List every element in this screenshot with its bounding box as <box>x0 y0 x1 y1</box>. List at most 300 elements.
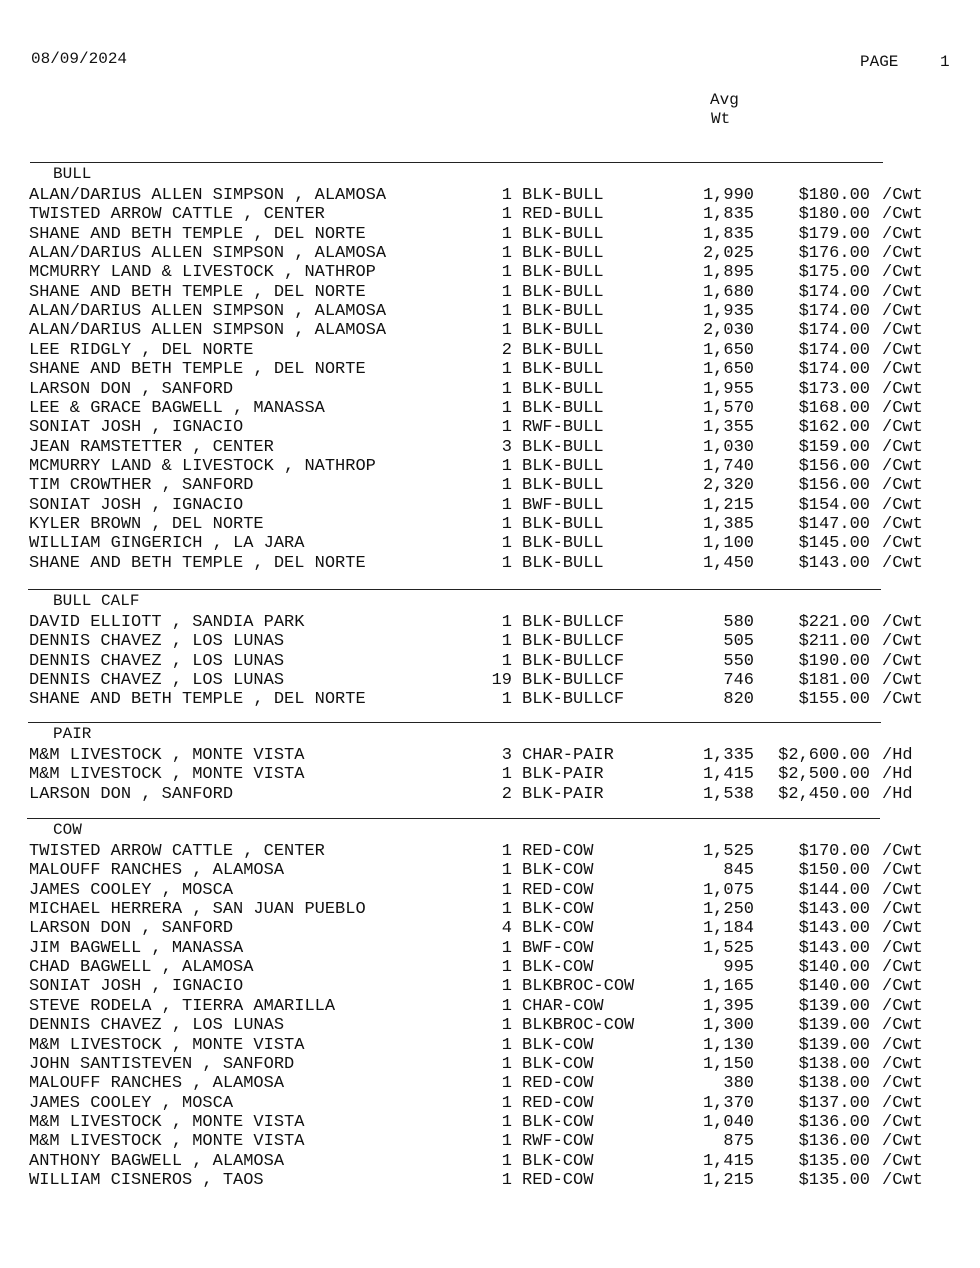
sale-price: $145.00 <box>798 534 870 554</box>
lot-description: BLK-PAIR <box>522 784 604 804</box>
average-weight: 1,184 <box>702 919 754 939</box>
seller-name: ALAN/DARIUS ALLEN SIMPSON , ALAMOSA <box>29 321 387 341</box>
price-unit: /Cwt <box>882 938 923 958</box>
column-header-wt: Wt <box>711 110 731 128</box>
seller-name: DENNIS CHAVEZ , LOS LUNAS <box>29 671 285 691</box>
head-count: 1 <box>501 1170 512 1190</box>
lot-description: BWF-COW <box>522 938 594 958</box>
lot-description: RWF-COW <box>522 1132 594 1152</box>
table-row <box>0 438 980 457</box>
price-unit: /Hd <box>882 746 913 765</box>
lot-description: CHAR-COW <box>522 996 604 1016</box>
price-unit: /Cwt <box>882 996 923 1016</box>
average-weight: 1,030 <box>702 437 754 457</box>
average-weight: 1,415 <box>702 765 754 785</box>
table-row <box>0 321 980 340</box>
average-weight: 845 <box>723 861 754 881</box>
average-weight: 1,215 <box>702 495 754 515</box>
seller-name: MCMURRY LAND & LIVESTOCK , NATHROP <box>29 456 376 476</box>
head-count: 1 <box>501 651 512 671</box>
sale-price: $143.00 <box>798 919 870 939</box>
average-weight: 1,450 <box>702 553 754 573</box>
sale-price: $2,450.00 <box>778 784 870 804</box>
lot-description: BLK-BULL <box>522 244 604 264</box>
table-row <box>0 1016 980 1035</box>
sale-price: $173.00 <box>798 379 870 399</box>
sale-price: $159.00 <box>798 437 870 457</box>
report-date: 08/09/2024 <box>31 50 128 68</box>
price-unit: /Cwt <box>882 224 923 244</box>
lot-description: BLK-COW <box>522 1054 594 1074</box>
lot-description: BLK-COW <box>522 1035 594 1055</box>
table-row <box>0 360 980 379</box>
table-row <box>0 632 980 651</box>
head-count: 1 <box>501 360 512 380</box>
average-weight: 1,355 <box>702 418 754 438</box>
table-row <box>0 496 980 515</box>
average-weight: 1,370 <box>702 1093 754 1113</box>
price-unit: /Cwt <box>882 1054 923 1074</box>
seller-name: LARSON DON , SANFORD <box>29 379 234 399</box>
lot-description: BLK-BULL <box>522 514 604 534</box>
sale-price: $190.00 <box>798 651 870 671</box>
price-unit: /Cwt <box>882 244 923 264</box>
average-weight: 1,250 <box>702 900 754 920</box>
lot-description: BLK-BULL <box>522 321 604 341</box>
sale-price: $2,600.00 <box>778 746 870 765</box>
seller-name: MALOUFF RANCHES , ALAMOSA <box>29 861 285 881</box>
seller-name: M&M LIVESTOCK , MONTE VISTA <box>29 1035 305 1055</box>
lot-description: RED-COW <box>522 880 594 900</box>
table-row <box>0 861 980 880</box>
price-unit: /Cwt <box>882 1074 923 1094</box>
average-weight: 1,650 <box>702 360 754 380</box>
head-count: 1 <box>501 861 512 881</box>
head-count: 1 <box>501 690 512 710</box>
average-weight: 1,525 <box>702 842 754 861</box>
lot-description: BLK-BULL <box>522 553 604 573</box>
head-count: 1 <box>501 765 512 785</box>
sale-price: $147.00 <box>798 514 870 534</box>
average-weight: 1,385 <box>702 514 754 534</box>
lot-description: BLK-BULL <box>522 224 604 244</box>
seller-name: LEE & GRACE BAGWELL , MANASSA <box>29 398 325 418</box>
average-weight: 1,570 <box>702 398 754 418</box>
average-weight: 505 <box>723 632 754 652</box>
head-count: 1 <box>501 379 512 399</box>
average-weight: 1,165 <box>702 977 754 997</box>
lot-description: BLK-BULLCF <box>522 613 625 632</box>
seller-name: SHANE AND BETH TEMPLE , DEL NORTE <box>29 224 366 244</box>
head-count: 1 <box>501 613 512 632</box>
seller-name: SHANE AND BETH TEMPLE , DEL NORTE <box>29 282 366 302</box>
lot-description: BLK-BULL <box>522 263 604 283</box>
price-unit: /Cwt <box>882 321 923 341</box>
head-count: 19 <box>491 671 512 691</box>
average-weight: 1,075 <box>702 880 754 900</box>
seller-name: M&M LIVESTOCK , MONTE VISTA <box>29 1132 305 1152</box>
price-unit: /Cwt <box>882 1093 923 1113</box>
table-row <box>0 534 980 553</box>
sale-price: $150.00 <box>798 861 870 881</box>
head-count: 1 <box>501 495 512 515</box>
sale-price: $139.00 <box>798 1016 870 1036</box>
sale-price: $179.00 <box>798 224 870 244</box>
table-row <box>0 186 980 205</box>
category-heading: BULL CALF <box>53 592 140 610</box>
sale-price: $221.00 <box>798 613 870 632</box>
sale-price: $180.00 <box>798 186 870 205</box>
table-row <box>0 554 980 573</box>
price-unit: /Cwt <box>882 418 923 438</box>
sale-price: $139.00 <box>798 996 870 1016</box>
price-unit: /Cwt <box>882 900 923 920</box>
seller-name: DENNIS CHAVEZ , LOS LUNAS <box>29 1016 285 1036</box>
table-row <box>0 881 980 900</box>
lot-description: BLK-COW <box>522 861 594 881</box>
table-row <box>0 1132 980 1151</box>
seller-name: MCMURRY LAND & LIVESTOCK , NATHROP <box>29 263 376 283</box>
price-unit: /Cwt <box>882 379 923 399</box>
head-count: 1 <box>501 1035 512 1055</box>
lot-description: RWF-BULL <box>522 418 604 438</box>
price-unit: /Cwt <box>882 398 923 418</box>
table-row <box>0 1171 980 1190</box>
lot-description: BLK-COW <box>522 958 594 978</box>
sale-price: $175.00 <box>798 263 870 283</box>
head-count: 1 <box>501 244 512 264</box>
sale-price: $174.00 <box>798 360 870 380</box>
average-weight: 1,955 <box>702 379 754 399</box>
sale-price: $155.00 <box>798 690 870 710</box>
lot-description: BLK-BULL <box>522 379 604 399</box>
table-row <box>0 652 980 671</box>
table-row <box>0 244 980 263</box>
sale-price: $156.00 <box>798 476 870 496</box>
lot-description: BLK-BULL <box>522 186 604 205</box>
sale-price: $143.00 <box>798 553 870 573</box>
seller-name: JEAN RAMSTETTER , CENTER <box>29 437 274 457</box>
sale-price: $144.00 <box>798 880 870 900</box>
price-unit: /Cwt <box>882 842 923 861</box>
table-row <box>0 225 980 244</box>
table-row <box>0 263 980 282</box>
seller-name: MALOUFF RANCHES , ALAMOSA <box>29 1074 285 1094</box>
lot-description: BLK-COW <box>522 1112 594 1132</box>
head-count: 1 <box>501 1151 512 1171</box>
table-row <box>0 205 980 224</box>
sale-price: $135.00 <box>798 1151 870 1171</box>
table-row <box>0 1074 980 1093</box>
seller-name: CHAD BAGWELL , ALAMOSA <box>29 958 254 978</box>
sale-price: $136.00 <box>798 1112 870 1132</box>
head-count: 1 <box>501 1093 512 1113</box>
seller-name: LARSON DON , SANFORD <box>29 919 234 939</box>
lot-description: RED-COW <box>522 1074 594 1094</box>
sale-price: $180.00 <box>798 205 870 225</box>
average-weight: 875 <box>723 1132 754 1152</box>
seller-name: STEVE RODELA , TIERRA AMARILLA <box>29 996 336 1016</box>
price-unit: /Cwt <box>882 1132 923 1152</box>
price-unit: /Cwt <box>882 263 923 283</box>
lot-description: CHAR-PAIR <box>522 746 614 765</box>
average-weight: 1,538 <box>702 784 754 804</box>
table-row <box>0 418 980 437</box>
head-count: 1 <box>501 186 512 205</box>
seller-name: DAVID ELLIOTT , SANDIA PARK <box>29 613 305 632</box>
sale-price: $174.00 <box>798 302 870 322</box>
category-heading: COW <box>53 821 82 839</box>
category-heading: PAIR <box>53 725 92 743</box>
page-number: 1 <box>940 53 950 71</box>
head-count: 1 <box>501 224 512 244</box>
sale-price: $174.00 <box>798 282 870 302</box>
seller-name: JIM BAGWELL , MANASSA <box>29 938 244 958</box>
head-count: 1 <box>501 205 512 225</box>
head-count: 1 <box>501 514 512 534</box>
table-row <box>0 690 980 709</box>
table-row <box>0 939 980 958</box>
price-unit: /Cwt <box>882 205 923 225</box>
seller-name: ANTHONY BAGWELL , ALAMOSA <box>29 1151 285 1171</box>
average-weight: 1,300 <box>702 1016 754 1036</box>
seller-name: JOHN SANTISTEVEN , SANFORD <box>29 1054 295 1074</box>
lot-description: BLK-BULL <box>522 534 604 554</box>
price-unit: /Cwt <box>882 958 923 978</box>
table-row <box>0 842 980 861</box>
head-count: 1 <box>501 534 512 554</box>
sale-price: $143.00 <box>798 900 870 920</box>
sale-price: $170.00 <box>798 842 870 861</box>
average-weight: 746 <box>723 671 754 691</box>
price-unit: /Cwt <box>882 977 923 997</box>
price-unit: /Hd <box>882 765 913 785</box>
sale-price: $168.00 <box>798 398 870 418</box>
seller-name: JAMES COOLEY , MOSCA <box>29 1093 234 1113</box>
price-unit: /Cwt <box>882 690 923 710</box>
head-count: 1 <box>501 1112 512 1132</box>
head-count: 1 <box>501 842 512 861</box>
table-row <box>0 746 980 765</box>
sale-price: $156.00 <box>798 456 870 476</box>
price-unit: /Cwt <box>882 1170 923 1190</box>
price-unit: /Cwt <box>882 880 923 900</box>
lot-description: BLK-BULL <box>522 302 604 322</box>
head-count: 1 <box>501 1054 512 1074</box>
seller-name: LARSON DON , SANFORD <box>29 784 234 804</box>
average-weight: 380 <box>723 1074 754 1094</box>
price-unit: /Cwt <box>882 651 923 671</box>
section-divider <box>28 722 881 723</box>
price-unit: /Cwt <box>882 553 923 573</box>
sale-price: $138.00 <box>798 1074 870 1094</box>
seller-name: SONIAT JOSH , IGNACIO <box>29 418 244 438</box>
price-unit: /Hd <box>882 784 913 804</box>
head-count: 1 <box>501 282 512 302</box>
seller-name: JAMES COOLEY , MOSCA <box>29 880 234 900</box>
seller-name: M&M LIVESTOCK , MONTE VISTA <box>29 746 305 765</box>
lot-description: BLKBROC-COW <box>522 1016 635 1036</box>
average-weight: 1,650 <box>702 340 754 360</box>
price-unit: /Cwt <box>882 340 923 360</box>
lot-description: RED-COW <box>522 842 594 861</box>
price-unit: /Cwt <box>882 360 923 380</box>
average-weight: 2,025 <box>702 244 754 264</box>
price-unit: /Cwt <box>882 1035 923 1055</box>
average-weight: 1,415 <box>702 1151 754 1171</box>
table-row <box>0 1094 980 1113</box>
price-unit: /Cwt <box>882 514 923 534</box>
price-unit: /Cwt <box>882 282 923 302</box>
table-row <box>0 1113 980 1132</box>
seller-name: SONIAT JOSH , IGNACIO <box>29 977 244 997</box>
head-count: 2 <box>501 340 512 360</box>
sale-price: $176.00 <box>798 244 870 264</box>
lot-description: BLK-BULLCF <box>522 690 625 710</box>
head-count: 1 <box>501 977 512 997</box>
table-row <box>0 1036 980 1055</box>
category-heading: BULL <box>53 165 92 183</box>
average-weight: 1,040 <box>702 1112 754 1132</box>
price-unit: /Cwt <box>882 1112 923 1132</box>
seller-name: TWISTED ARROW CATTLE , CENTER <box>29 205 325 225</box>
section-divider <box>28 589 881 590</box>
seller-name: ALAN/DARIUS ALLEN SIMPSON , ALAMOSA <box>29 302 387 322</box>
lot-description: RED-COW <box>522 1093 594 1113</box>
head-count: 1 <box>501 632 512 652</box>
sale-price: $143.00 <box>798 938 870 958</box>
lot-description: BLK-BULLCF <box>522 671 625 691</box>
seller-name: SHANE AND BETH TEMPLE , DEL NORTE <box>29 553 366 573</box>
head-count: 1 <box>501 456 512 476</box>
head-count: 1 <box>501 880 512 900</box>
table-row <box>0 283 980 302</box>
price-unit: /Cwt <box>882 1151 923 1171</box>
head-count: 3 <box>501 437 512 457</box>
head-count: 1 <box>501 900 512 920</box>
table-row <box>0 977 980 996</box>
average-weight: 1,525 <box>702 938 754 958</box>
lot-description: BLK-COW <box>522 900 594 920</box>
table-row <box>0 399 980 418</box>
page-label: PAGE <box>860 53 899 71</box>
average-weight: 1,680 <box>702 282 754 302</box>
seller-name: SONIAT JOSH , IGNACIO <box>29 495 244 515</box>
lot-description: BLK-BULLCF <box>522 651 625 671</box>
price-unit: /Cwt <box>882 476 923 496</box>
lot-description: RED-BULL <box>522 205 604 225</box>
average-weight: 820 <box>723 690 754 710</box>
price-unit: /Cwt <box>882 632 923 652</box>
table-row <box>0 515 980 534</box>
seller-name: SHANE AND BETH TEMPLE , DEL NORTE <box>29 690 366 710</box>
sale-price: $138.00 <box>798 1054 870 1074</box>
seller-name: WILLIAM GINGERICH , LA JARA <box>29 534 305 554</box>
table-row <box>0 380 980 399</box>
average-weight: 1,935 <box>702 302 754 322</box>
head-count: 1 <box>501 263 512 283</box>
average-weight: 1,395 <box>702 996 754 1016</box>
lot-description: BLKBROC-COW <box>522 977 635 997</box>
seller-name: SHANE AND BETH TEMPLE , DEL NORTE <box>29 360 366 380</box>
lot-description: BLK-PAIR <box>522 765 604 785</box>
seller-name: M&M LIVESTOCK , MONTE VISTA <box>29 765 305 785</box>
head-count: 1 <box>501 302 512 322</box>
average-weight: 580 <box>723 613 754 632</box>
section-divider <box>30 162 883 163</box>
table-row <box>0 1055 980 1074</box>
sale-price: $137.00 <box>798 1093 870 1113</box>
average-weight: 1,835 <box>702 205 754 225</box>
lot-description: BLK-BULL <box>522 398 604 418</box>
average-weight: 1,740 <box>702 456 754 476</box>
sale-price: $2,500.00 <box>778 765 870 785</box>
price-unit: /Cwt <box>882 613 923 632</box>
head-count: 3 <box>501 746 512 765</box>
price-unit: /Cwt <box>882 534 923 554</box>
lot-description: BLK-BULL <box>522 456 604 476</box>
lot-description: BLK-BULL <box>522 282 604 302</box>
table-row <box>0 341 980 360</box>
sale-price: $139.00 <box>798 1035 870 1055</box>
seller-name: KYLER BROWN , DEL NORTE <box>29 514 264 534</box>
seller-name: LEE RIDGLY , DEL NORTE <box>29 340 254 360</box>
table-row <box>0 919 980 938</box>
sale-price: $162.00 <box>798 418 870 438</box>
table-row <box>0 1152 980 1171</box>
table-row <box>0 958 980 977</box>
table-row <box>0 785 980 804</box>
head-count: 1 <box>501 398 512 418</box>
sale-price: $140.00 <box>798 958 870 978</box>
price-unit: /Cwt <box>882 1016 923 1036</box>
seller-name: DENNIS CHAVEZ , LOS LUNAS <box>29 651 285 671</box>
lot-description: BLK-COW <box>522 919 594 939</box>
head-count: 1 <box>501 1074 512 1094</box>
table-row <box>0 900 980 919</box>
sale-price: $154.00 <box>798 495 870 515</box>
head-count: 1 <box>501 938 512 958</box>
price-unit: /Cwt <box>882 861 923 881</box>
average-weight: 2,320 <box>702 476 754 496</box>
table-row <box>0 671 980 690</box>
average-weight: 550 <box>723 651 754 671</box>
head-count: 1 <box>501 553 512 573</box>
sale-price: $140.00 <box>798 977 870 997</box>
table-row <box>0 613 980 632</box>
lot-description: BLK-BULL <box>522 437 604 457</box>
head-count: 1 <box>501 996 512 1016</box>
price-unit: /Cwt <box>882 302 923 322</box>
lot-description: BWF-BULL <box>522 495 604 515</box>
average-weight: 2,030 <box>702 321 754 341</box>
table-row <box>0 457 980 476</box>
table-row <box>0 476 980 495</box>
price-unit: /Cwt <box>882 186 923 205</box>
price-unit: /Cwt <box>882 456 923 476</box>
table-row <box>0 765 980 784</box>
sale-price: $135.00 <box>798 1170 870 1190</box>
table-row <box>0 302 980 321</box>
seller-name: DENNIS CHAVEZ , LOS LUNAS <box>29 632 285 652</box>
head-count: 2 <box>501 784 512 804</box>
seller-name: M&M LIVESTOCK , MONTE VISTA <box>29 1112 305 1132</box>
section-divider <box>27 818 880 819</box>
lot-description: BLK-BULL <box>522 360 604 380</box>
sale-price: $174.00 <box>798 321 870 341</box>
seller-name: MICHAEL HERRERA , SAN JUAN PUEBLO <box>29 900 366 920</box>
head-count: 1 <box>501 958 512 978</box>
